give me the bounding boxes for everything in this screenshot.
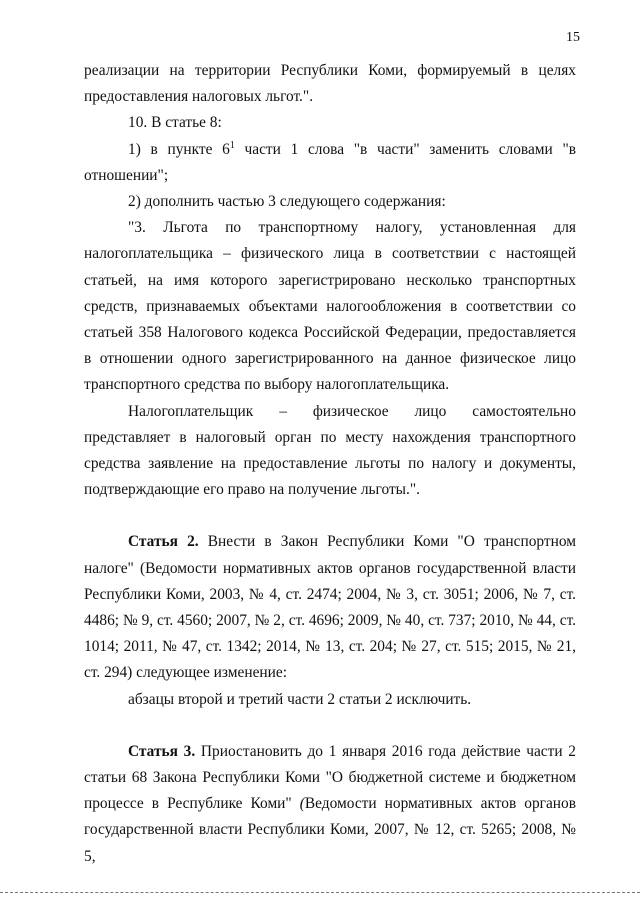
paragraph-taxpayer: Налогоплательщик – физическое лицо самостоятельно представляет в налоговый орган по месту нахождения транспортного средства заявление на предоставление льготы по налогу и документы, подтверждающие его право на получение льготы.". — [84, 402, 576, 499]
item-1-text: 1) в пункте 6 — [128, 140, 230, 158]
article-2-text: Внести в Закон Республики Коми "О транспортном налоге" (Ведомости нормативных актов органов государственной власти Республики Коми, 2003, № 4, ст. 2474; 2004, № 3, ст. 3051; 2006, № 7, ст. 4486; № 9, ст. 4560; 2007, № 2, ст. 4696; 2009, № 40, ст. 737; 2010, № 44, ст. 1014; 2011, № 47, ст. 1342; 2014, № 13, ст. 204; № 27, ст. 515; 2015, № 21, ст. 294) следующее изменение: — [84, 533, 576, 682]
article-3-heading: Статья 3. — [128, 742, 196, 760]
superscript-marker: 1 — [229, 139, 235, 151]
paragraph-item-1 — [84, 137, 576, 189]
paragraph-article-3 — [84, 739, 576, 870]
item-1-text-rest: части 1 слова "в части" заменить словами "в отношении"; — [84, 140, 577, 184]
paragraph-continuation: реализации на территории Республики Коми, формируемый в целях предоставления налоговых льгот.". — [84, 62, 576, 106]
paragraph-article-2 — [84, 529, 576, 686]
document-body — [84, 58, 576, 870]
article-3-text: Приостановить до 1 января 2016 года действие части 2 статьи 68 Закона Республики Коми "О бюджетной системе и бюджетном процессе в Республике Коми" — [84, 742, 576, 813]
paragraph-part-3: "3. Льгота по транспортному налогу, установленная для налогоплательщика – физического лица в соответствии с настоящей статьей, на имя которого зарегистрировано несколько транспортных средств, признаваемых объектами налогообложения в соответствии со статьей 358 Налогового кодекса Российской Федерации, предоставляется в отношении одного зарегистрированного на данное физическое лицо транспортного средства по выбору налогоплательщика. — [84, 219, 576, 394]
paragraph-article-8-heading: 10. В статье 8: — [128, 114, 222, 132]
paragraph-item-2: 2) дополнить частью 3 следующего содержания: — [128, 193, 446, 211]
bottom-divider — [0, 892, 640, 893]
paragraph-article-2-change: абзацы второй и третий части 2 статьи 2 исключить. — [128, 690, 472, 708]
article-3-paren: ( — [299, 795, 305, 813]
article-3-text-rest: Ведомости нормативных актов органов государственной власти Республики Коми, 2007, № 12, ст. 5265; 2008, № 5, — [84, 795, 576, 865]
page-number: 15 — [566, 30, 580, 45]
article-2-heading: Статья 2. — [128, 533, 199, 551]
